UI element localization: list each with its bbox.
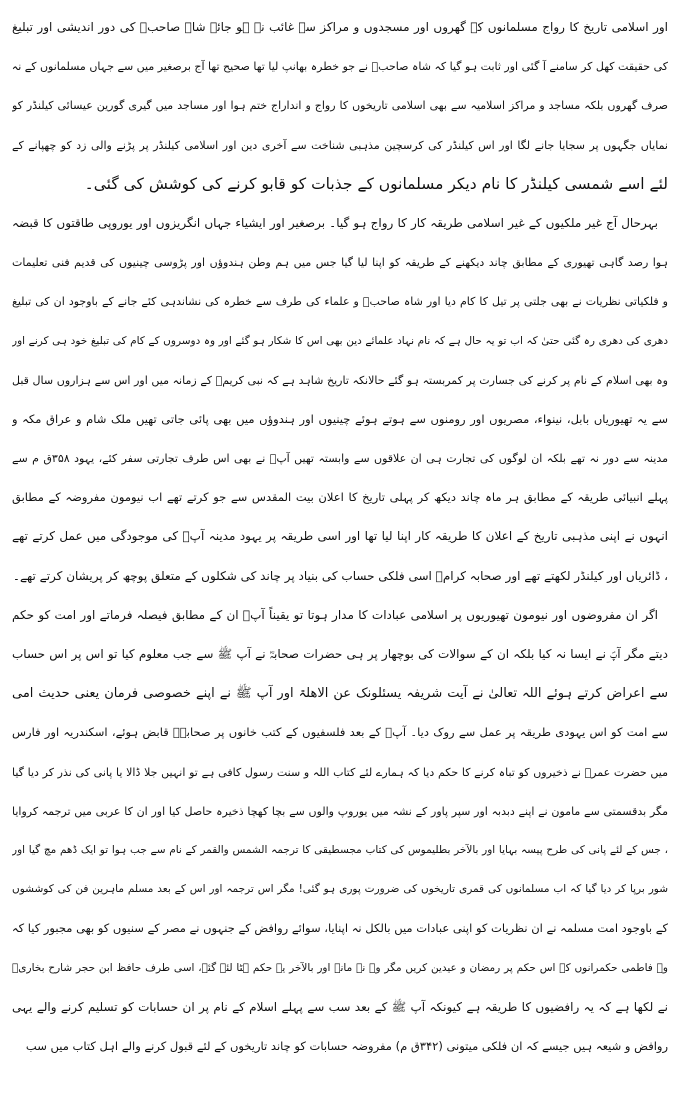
text-line: سے یہ تھیوریاں بابل، نینواء، مصریوں اور رومنوں سے ہوتے ہوئے چینیوں اور ہندوؤں میں بھی پائی جاتی تھیں ملک شام و عراق مکہ و: [12, 411, 668, 426]
text-line: دیتے مگر آپؐ نے ایسا نہ کیا بلکہ ان کے سوالات کی بوچھار پر ہی حضرات صحابہؓ نے آپ ﷺ سے جب معلوم کیا تو اس پر اس حساب: [12, 647, 668, 661]
text-line: اگر ان مفروضوں اور نیومون تھیوریوں پر اسلامی عبادات کا مدار ہوتا تو یقیناً آپؐ ان کے مطابق فیصلہ فرماتے اور امت کو حکم: [12, 607, 658, 622]
text-line: شور برپا کر دیا گیا کہ اب مسلمانوں کی قمری تاریخوں کی ضرورت پوری ہو گئی! مگر اس ترجمہ اور اس کے بعد مسلم ماہرین فن کی کوششوں: [12, 883, 668, 896]
text-line: کے باوجود امت مسلمہ نے ان نظریات کو اپنی عبادات میں بالکل نہ اپنایا، سوائے روافض کے جنہوں نے مصر کے سنیوں کو بھی مجبور کیا کہ: [12, 921, 668, 936]
text-line: لئے اسے شمسی کیلنڈر کا نام دیکر مسلمانوں کے جذبات کو قابو کرنے کی کوشش کی گئی۔: [84, 174, 668, 193]
text-line: اور اسلامی تاریخ کا رواج مسلمانوں کے گھروں اور مسجدوں و مراکز سے غائب نہ ہو جائے شاہ صاحبؒ کی دور اندیشی اور تبلیغ: [12, 20, 668, 34]
text-line: مدینہ سے دور نہ تھے بلکہ ان لوگوں کی تجارت ہی ان علاقوں سے وابستہ تھیں آپؐ نے بھی اس طرف تجارتی سفر کئے، یہود ۳۵۸ق م سے: [12, 452, 668, 466]
text-line: کی حقیقت کھل کر سامنے آ گئی اور ثابت ہو گیا کہ شاہ صاحبؒ نے جو خطرہ بھانپ لیا تھا صحیح تھا آج برصغیر میں سے جہاں مسلمانوں کے نہ: [12, 60, 668, 74]
text-line: ، جس کے لئے پانی کی طرح پیسہ بہایا اور بالآخر بطلیموس کی کتاب مجسطیقی کا ترجمہ الشمس والقمر کے نام سے جب ہوا تو ایک ڈھم مچ گیا اور: [12, 843, 668, 856]
text-line: دھری کی دھری رہ گئی حتیٰ کہ اب تو یہ حال ہے کہ نام نہاد علمائے دین بھی اس کا شکار ہو گئے اور وہ دوسروں کے کام کی تبلیغ خود ہی کرنے اور: [12, 334, 668, 347]
text-line: و فلکیاتی نظریات نے بھی جلتی پر تیل کا کام دیا اور شاہ صاحبؒ و علماء کی طرف سے خطرہ کی نشاندہی کئے جانے کے باوجود ان کی تبلیغ: [12, 295, 668, 309]
text-line: ، ڈائریاں اور کیلنڈر لکھتے تھے اور صحابہ کرامؓ اسی فلکی حساب کی بنیاد پر چاند کی شکلوں کے متعلق پوچھ کر پریشان کرتے تھے۔: [12, 568, 668, 583]
text-line: ہوا رصد گاہی تھیوری کے مطابق چاند دیکھنے کے طریقہ کو اپنا لیا گیا جس میں ہم وطن ہندوؤں اور پڑوسی چینیوں کی قدیم فنی تعلیمات: [12, 256, 668, 270]
paragraph-3: [12, 596, 668, 1066]
text-line: نمایاں جگہوں پر سجایا جانے لگا اور اس کیلنڈر کی کرسچین مذہبی شناخت سے آخری دین اور اسلامی کیلنڈر پر پڑنے والی زد کو چھپانے کے: [12, 138, 668, 152]
text-line: صرف گھروں بلکہ مساجد و مراکز اسلامیہ سے بھی اسلامی تاریخوں کا رواج و انداراج ختم ہوا اور مساجد میں گیری گورین عیسائی کیلنڈر کو: [12, 99, 668, 113]
text-line: سے اعراض کرتے ہوئے اللہ تعالیٰ نے آیت شریفہ یسئلونک عن الاھلۃ اور آپ ﷺ نے اپنے خصوصی فرمان یعنی حدیث امی: [12, 686, 668, 702]
text-line: سے امت کو اس یہودی طریقہ پر عمل سے روک دیا۔ آپؐ کے بعد فلسفیوں کے کتب خانوں پر صحابہؓ قابض ہوئے، اسکندریہ اور فارس: [12, 725, 668, 740]
text-line: روافض و شیعہ ہیں جیسے کہ ان فلکی میتونی (۳۴۲ق م) مفروضہ حسابات کو چاند تاریخوں کے لئے قبول کرنے والے اہل کتاب میں سب: [25, 1038, 668, 1053]
text-line: میں حضرت عمرؓ نے ذخیروں کو تباہ کرنے کا حکم دیا کہ ہمارے لئے کتاب اللہ و سنت رسول کافی ہے تو انہیں جلا ڈالا یا پانی کی نذر کر دیا گیا: [12, 765, 668, 779]
paragraph-1: [12, 8, 668, 204]
text-line: انہوں نے اپنی مذہبی تاریخ کے اعلان کا طریقہ کار اپنا لیا تھا اور اسی طریقہ پر یہود مدینہ آپؐ کی موجودگی میں عمل کرتے تھے: [12, 529, 668, 544]
text-line: نے لکھا ہے کہ یہ رافضیوں کا طریقہ ہے کیونکہ آپ ﷺ کے بعد سب سے پہلے اسلام کے نام پر ان حسابات کو تسلیم کرنے والے یہی: [12, 999, 668, 1014]
text-line: وہ فاطمی حکمرانوں کے اس حکم پر رمضان و عیدین کریں مگر وہ نہ مانے اور بالآخر یہ حکم ہٹا لئے گئے، اسی طرف حافظ ابن حجر شارح بخاریؒ: [12, 961, 668, 974]
text-line: وہ بھی اسلام کے نام پر کرنے کی جسارت پر کمربستہ ہو گئے حالانکہ تاریخ شاہد ہے کہ نبی کریمؐ کے زمانہ میں اور اس سے ہزاروں سال قبل: [12, 373, 668, 387]
text-line: مگر بدقسمتی سے مامون نے اپنے دبدبہ اور سپر پاور کے نشہ میں یوروپ والوں سے بچا کھچا ذخیرہ حاصل کیا اور ان کا عربی میں ترجمہ کروایا: [12, 804, 668, 818]
paragraph-2: [12, 204, 668, 596]
text-line: بہرحال آج غیر ملکیوں کے غیر اسلامی طریقہ کار کا رواج ہو گیا۔ برصغیر اور ایشیاء جہاں انگریزوں اور یوروپی طاقتوں کا قبضہ: [12, 215, 658, 230]
text-line: پہلے انبیائی طریقہ کے مطابق ہر ماہ چاند دیکھ کر پہلی تاریخ کا اعلان بیت المقدس سے جو کرتے تھے اب نیومون مفروضہ کے مطابق: [12, 490, 668, 505]
